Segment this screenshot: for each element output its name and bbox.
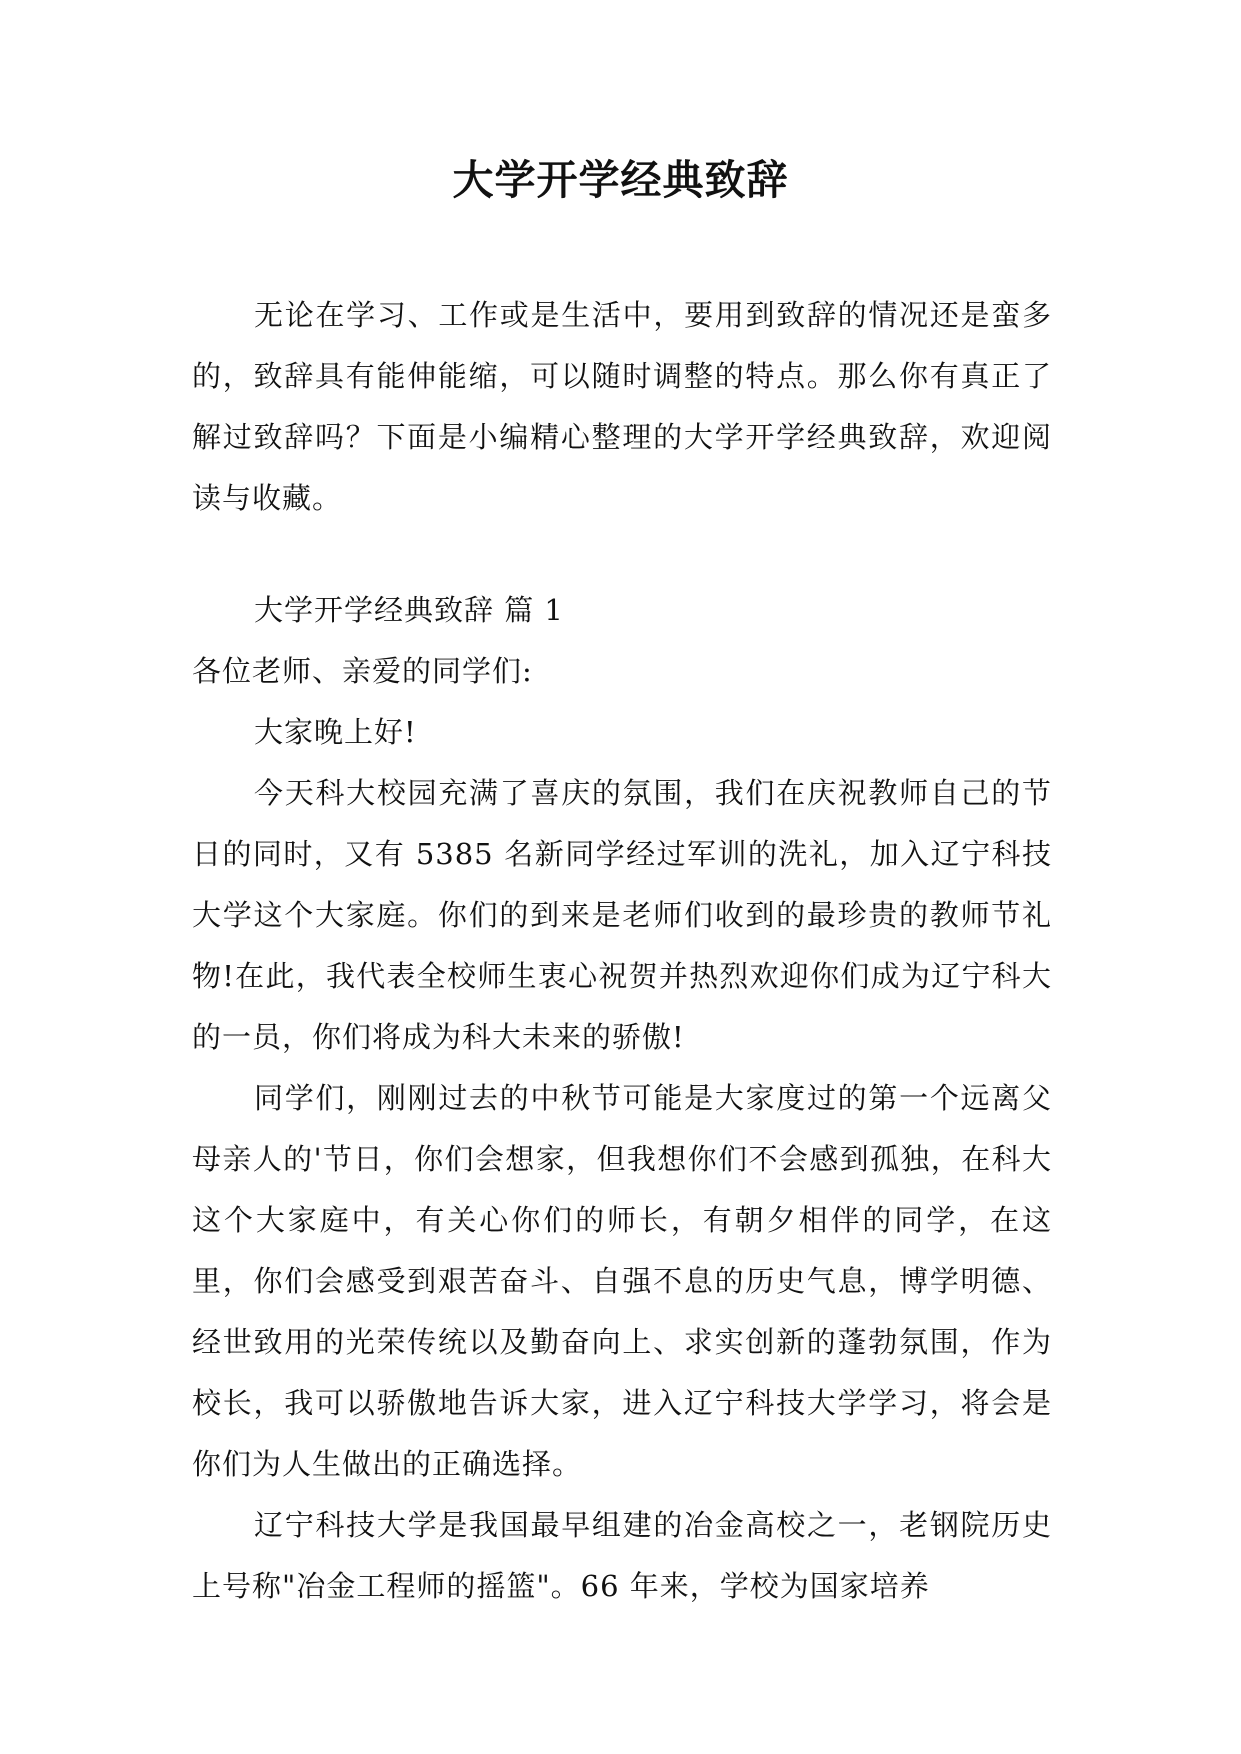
body-paragraph: 今天科大校园充满了喜庆的氛围，我们在庆祝教师自己的节日的同时，又有 5385 名新同学经过军训的洗礼，加入辽宁科技大学这个大家庭。你们的到来是老师们收到的最珍贵的教师节礼物!在此，我代表全校师生衷心祝贺并热烈欢迎你们成为辽宁科大的一员，你们将成为科大未来的骄傲!	[192, 776, 1052, 1054]
salutation: 各位老师、亲爱的同学们:	[192, 654, 533, 688]
intro-block	[192, 285, 1052, 529]
intro-paragraph: 无论在学习、工作或是生活中，要用到致辞的情况还是蛮多的，致辞具有能伸能缩，可以随时调整的特点。那么你有真正了解过致辞吗？下面是小编精心整理的大学开学经典致辞，欢迎阅读与收藏。	[192, 298, 1052, 515]
section-heading: 大学开学经典致辞 篇 1	[254, 593, 564, 627]
body-paragraph: 同学们，刚刚过去的中秋节可能是大家度过的第一个远离父母亲人的'节日，你们会想家，但我想你们不会感到孤独，在科大这个大家庭中，有关心你们的师长，有朝夕相伴的同学，在这里，你们会感受到艰苦奋斗、自强不息的历史气息，博学明德、经世致用的光荣传统以及勤奋向上、求实创新的蓬勃氛围，作为校长，我可以骄傲地告诉大家，进入辽宁科技大学学习，将会是你们为人生做出的正确选择。	[192, 1081, 1052, 1481]
document-title: 大学开学经典致辞	[452, 156, 789, 204]
body-paragraph: 辽宁科技大学是我国最早组建的冶金高校之一，老钢院历史上号称"冶金工程师的摇篮"。66 年来，学校为国家培养	[192, 1508, 1052, 1603]
greeting: 大家晚上好!	[254, 715, 417, 749]
article-block	[192, 580, 1052, 1617]
